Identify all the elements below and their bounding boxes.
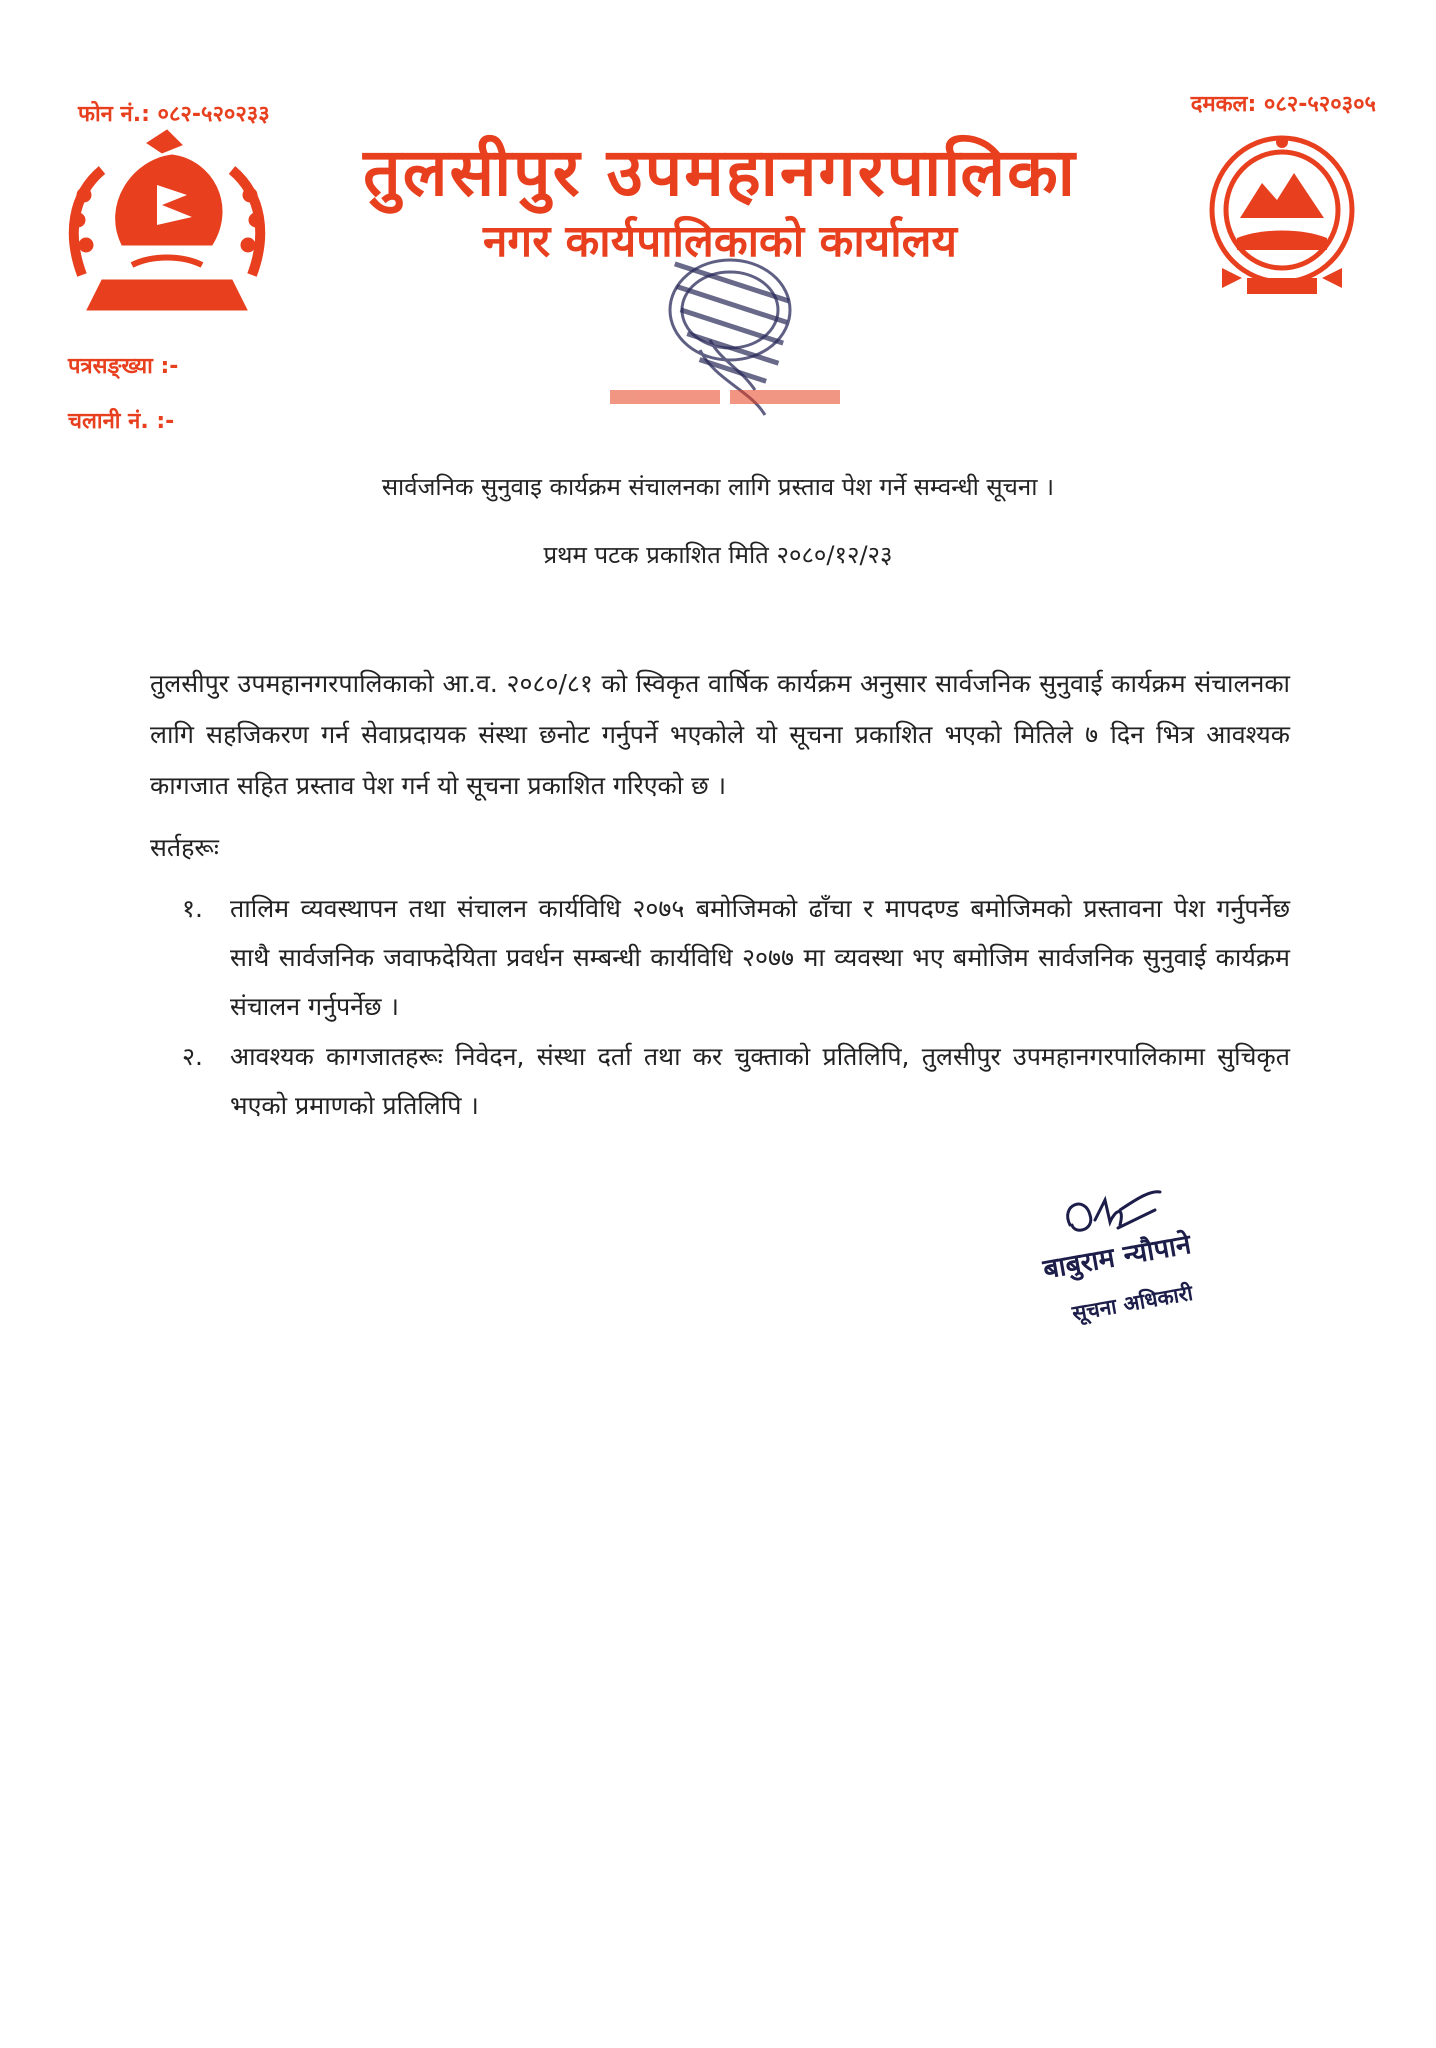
phone-number: फोन नं.: ०८२-५२०२३३ <box>78 102 270 127</box>
fire-brigade-number: दमकल: ०८२-५२०३०५ <box>1190 92 1376 117</box>
signatory-name: बाबुराम न्यौपाने <box>1040 1228 1194 1286</box>
condition-number: १. <box>182 894 203 923</box>
signatory-title: सूचना अधिकारी <box>1070 1280 1195 1326</box>
condition-text: आवश्यक कागजातहरूः निवेदन, संस्था दर्ता तथा कर चुक्ताको प्रतिलिपि, तुलसीपुर उपमहानगरपालिकामा सुचिकृत भएको प्रमाणको प्रतिलिपि । <box>230 1042 1290 1120</box>
condition-number: २. <box>182 1042 203 1071</box>
condition-item <box>182 884 1290 1031</box>
nepal-emblem-icon <box>62 125 272 325</box>
conditions-heading: सर्तहरूः <box>150 833 219 862</box>
official-stamp-icon <box>590 240 860 430</box>
letter-number-label: पत्रसङ्ख्या :- <box>68 354 179 379</box>
municipality-logo-icon <box>1202 128 1362 300</box>
notice-subject: सार्वजनिक सुनुवाइ कार्यक्रम संचालनका लागि प्रस्ताव पेश गर्ने सम्वन्धी सूचना । <box>381 473 1055 501</box>
condition-text: तालिम व्यवस्थापन तथा संचालन कार्यविधि २०७५ बमोजिमको ढाँचा र मापदण्ड बमोजिमको प्रस्तावना पेश गर्नुपर्नेछ साथै सार्वजनिक जवाफदेयिता प्रवर्धन सम्बन्धी कार्यविधि २०७७ मा व्यवस्था भए बमोजिम सार्वजनिक सुनुवाई कार्यक्रम संचालन गर्नुपर्नेछ । <box>230 894 1290 1021</box>
office-name: नगर कार्यपालिकाको कार्यालय <box>483 216 957 267</box>
organization-name: तुलसीपुर उपमहानगरपालिका <box>363 134 1077 211</box>
condition-item <box>182 1032 1290 1130</box>
publish-date: प्रथम पटक प्रकाशित मिति २०८०/१२/२३ <box>543 541 893 569</box>
dispatch-number-label: चलानी नं. :- <box>68 409 175 434</box>
notice-body: तुलसीपुर उपमहानगरपालिकाको आ.व. २०८०/८१ को स्विकृत वार्षिक कार्यक्रम अनुसार सार्वजनिक सुनुवाई कार्यक्रम संचालनका लागि सहजिकरण गर्न सेवाप्रदायक संस्था छनोट गर्नुपर्ने भएकोले यो सूचना प्रकाशित भएको मितिले ७ दिन भित्र आवश्यक कागजात सहित प्रस्ताव पेश गर्न यो सूचना प्रकाशित गरिएको छ । <box>150 669 1290 800</box>
